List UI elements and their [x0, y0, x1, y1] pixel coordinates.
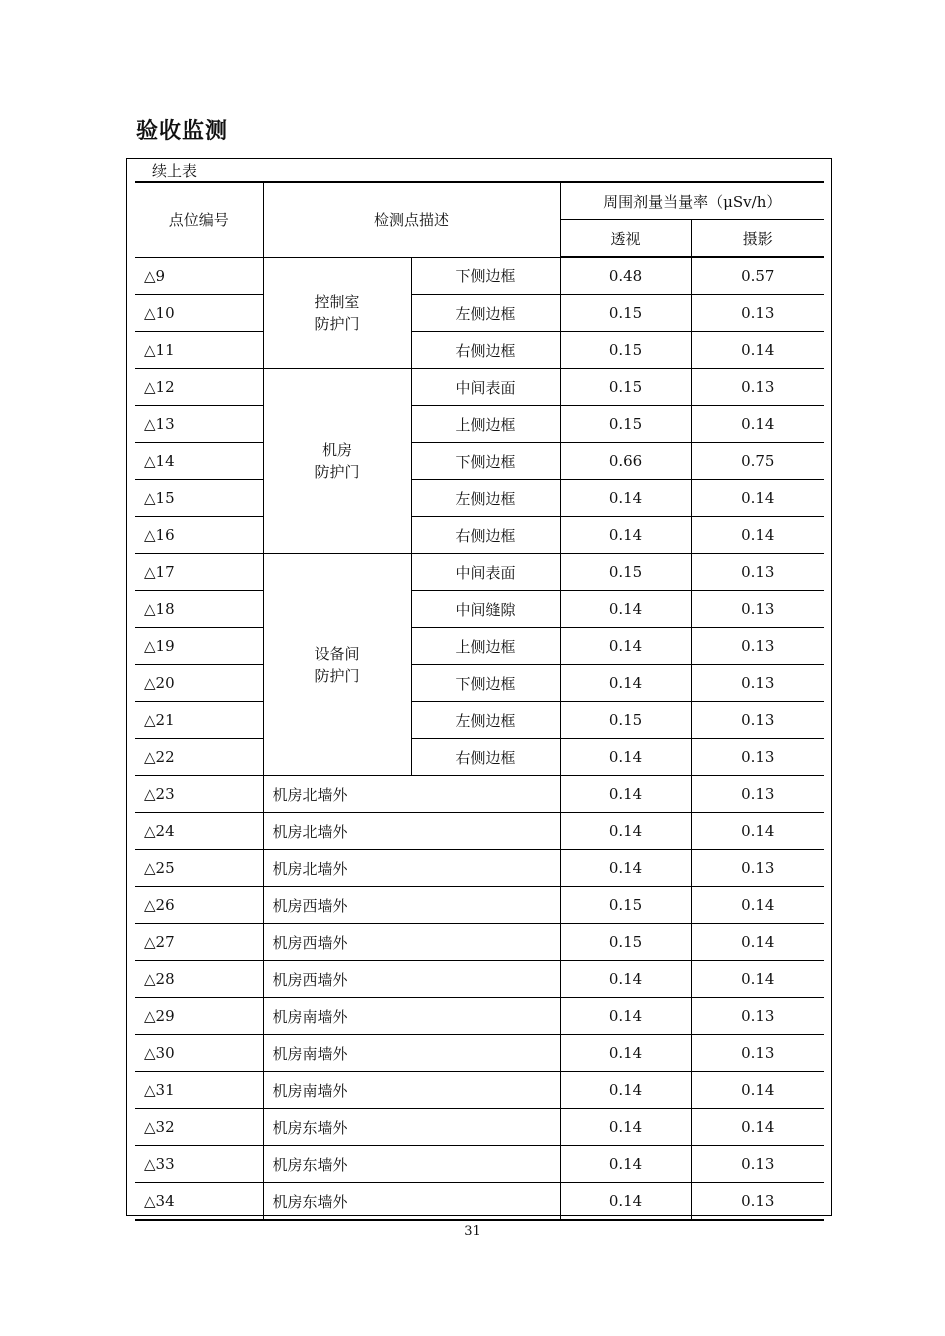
radiography-value: 0.14 — [691, 480, 824, 517]
table-row — [135, 480, 824, 517]
table-row — [135, 998, 824, 1035]
fluoroscopy-value: 0.14 — [560, 1109, 691, 1146]
measure-position: 中间表面 — [411, 554, 560, 591]
table-row — [135, 517, 824, 554]
radiography-value: 0.13 — [691, 739, 824, 776]
point-id: △27 — [135, 924, 263, 961]
point-id: △31 — [135, 1072, 263, 1109]
fluoroscopy-value: 0.14 — [560, 1183, 691, 1221]
radiography-value: 0.13 — [691, 1146, 824, 1183]
point-id: △28 — [135, 961, 263, 998]
fluoroscopy-value: 0.66 — [560, 443, 691, 480]
table-row — [135, 628, 824, 665]
point-id: △32 — [135, 1109, 263, 1146]
radiography-value: 0.13 — [691, 554, 824, 591]
group-name-line2: 防护门 — [314, 314, 360, 333]
section-heading: 验收监测 — [136, 119, 229, 144]
fluoroscopy-value: 0.15 — [560, 554, 691, 591]
measure-position: 右侧边框 — [411, 332, 560, 369]
fluoroscopy-value: 0.14 — [560, 813, 691, 850]
table-row — [135, 813, 824, 850]
table-row — [135, 406, 824, 443]
point-id: △13 — [135, 406, 263, 443]
measure-position: 右侧边框 — [411, 517, 560, 554]
header-fluoroscopy: 透视 — [560, 220, 691, 258]
radiography-value: 0.57 — [691, 257, 824, 295]
point-id: △11 — [135, 332, 263, 369]
measure-location: 机房南墙外 — [263, 1072, 560, 1109]
measure-location: 机房西墙外 — [263, 924, 560, 961]
radiography-value: 0.14 — [691, 961, 824, 998]
measure-position: 上侧边框 — [411, 406, 560, 443]
fluoroscopy-value: 0.14 — [560, 998, 691, 1035]
point-id: △21 — [135, 702, 263, 739]
radiography-value: 0.14 — [691, 517, 824, 554]
measure-position: 下侧边框 — [411, 443, 560, 480]
point-id: △23 — [135, 776, 263, 813]
fluoroscopy-value: 0.15 — [560, 295, 691, 332]
fluoroscopy-value: 0.15 — [560, 924, 691, 961]
table-row — [135, 1072, 824, 1109]
table-row — [135, 1035, 824, 1072]
table-row — [135, 776, 824, 813]
point-id: △20 — [135, 665, 263, 702]
table-row — [135, 295, 824, 332]
radiography-value: 0.13 — [691, 776, 824, 813]
point-id: △22 — [135, 739, 263, 776]
group-name-line2: 防护门 — [314, 666, 360, 685]
fluoroscopy-value: 0.15 — [560, 702, 691, 739]
measure-position: 中间表面 — [411, 369, 560, 406]
radiography-value: 0.13 — [691, 591, 824, 628]
radiography-value: 0.13 — [691, 369, 824, 406]
fluoroscopy-value: 0.15 — [560, 406, 691, 443]
table-row — [135, 369, 824, 406]
header-radiography: 摄影 — [691, 220, 824, 258]
radiography-value: 0.13 — [691, 702, 824, 739]
table-row — [135, 443, 824, 480]
point-id: △33 — [135, 1146, 263, 1183]
radiography-value: 0.13 — [691, 628, 824, 665]
group-name-line1: 控制室 — [314, 292, 360, 311]
radiography-value: 0.14 — [691, 332, 824, 369]
point-id: △34 — [135, 1183, 263, 1221]
measure-position: 下侧边框 — [411, 257, 560, 295]
measure-position: 中间缝隙 — [411, 591, 560, 628]
point-id: △24 — [135, 813, 263, 850]
fluoroscopy-value: 0.14 — [560, 1146, 691, 1183]
measure-location: 机房东墙外 — [263, 1183, 560, 1221]
point-id: △17 — [135, 554, 263, 591]
measure-location: 机房北墙外 — [263, 850, 560, 887]
fluoroscopy-value: 0.48 — [560, 257, 691, 295]
radiography-value: 0.13 — [691, 1183, 824, 1221]
table-row — [135, 554, 824, 591]
fluoroscopy-value: 0.14 — [560, 591, 691, 628]
measure-location: 机房东墙外 — [263, 1146, 560, 1183]
point-id: △19 — [135, 628, 263, 665]
fluoroscopy-value: 0.14 — [560, 776, 691, 813]
measure-position: 左侧边框 — [411, 702, 560, 739]
fluoroscopy-value: 0.14 — [560, 1035, 691, 1072]
group-name-line1: 设备间 — [314, 644, 360, 663]
point-id: △16 — [135, 517, 263, 554]
fluoroscopy-value: 0.14 — [560, 628, 691, 665]
table-row — [135, 1109, 824, 1146]
measure-position: 右侧边框 — [411, 739, 560, 776]
radiography-value: 0.13 — [691, 1035, 824, 1072]
page-number: 31 — [464, 1224, 481, 1239]
table-row — [135, 1146, 824, 1183]
fluoroscopy-value: 0.15 — [560, 332, 691, 369]
fluoroscopy-value: 0.14 — [560, 517, 691, 554]
fluoroscopy-value: 0.14 — [560, 850, 691, 887]
header-dose-rate: 周围剂量当量率（μSv/h） — [560, 182, 824, 220]
measure-location: 机房东墙外 — [263, 1109, 560, 1146]
measure-location: 机房北墙外 — [263, 776, 560, 813]
measure-position: 下侧边框 — [411, 665, 560, 702]
continued-label: 续上表 — [152, 162, 198, 180]
radiography-value: 0.75 — [691, 443, 824, 480]
group-name — [263, 554, 411, 776]
group-name-line1: 机房 — [321, 441, 352, 459]
table-row — [135, 961, 824, 998]
table-row — [135, 332, 824, 369]
measure-location: 机房南墙外 — [263, 1035, 560, 1072]
table-row — [135, 924, 824, 961]
fluoroscopy-value: 0.14 — [560, 1072, 691, 1109]
measure-position: 左侧边框 — [411, 480, 560, 517]
table-row — [135, 702, 824, 739]
point-id: △30 — [135, 1035, 263, 1072]
table-row — [135, 739, 824, 776]
point-id: △29 — [135, 998, 263, 1035]
table-row — [135, 1183, 824, 1221]
point-id: △25 — [135, 850, 263, 887]
group-name — [263, 369, 411, 554]
group-name-line2: 防护门 — [314, 463, 360, 481]
radiography-value: 0.13 — [691, 998, 824, 1035]
measure-location: 机房南墙外 — [263, 998, 560, 1035]
group-name — [263, 257, 411, 369]
point-id: △15 — [135, 480, 263, 517]
fluoroscopy-value: 0.14 — [560, 739, 691, 776]
point-id: △10 — [135, 295, 263, 332]
fluoroscopy-value: 0.15 — [560, 887, 691, 924]
measure-location: 机房西墙外 — [263, 887, 560, 924]
radiography-value: 0.13 — [691, 850, 824, 887]
point-id: △26 — [135, 887, 263, 924]
measure-position: 上侧边框 — [411, 628, 560, 665]
point-id: △9 — [135, 257, 263, 295]
measure-location: 机房西墙外 — [263, 961, 560, 998]
table-row — [135, 257, 824, 295]
fluoroscopy-value: 0.15 — [560, 369, 691, 406]
fluoroscopy-value: 0.14 — [560, 665, 691, 702]
radiography-value: 0.13 — [691, 665, 824, 702]
header-point-id: 点位编号 — [135, 182, 263, 257]
radiography-value: 0.14 — [691, 1072, 824, 1109]
radiography-value: 0.14 — [691, 887, 824, 924]
monitoring-table — [135, 181, 824, 1221]
radiography-value: 0.14 — [691, 406, 824, 443]
table-row — [135, 591, 824, 628]
fluoroscopy-value: 0.14 — [560, 480, 691, 517]
radiography-value: 0.14 — [691, 1109, 824, 1146]
measure-position: 左侧边框 — [411, 295, 560, 332]
header-description: 检测点描述 — [263, 182, 560, 257]
measure-location: 机房北墙外 — [263, 813, 560, 850]
table-row — [135, 887, 824, 924]
radiography-value: 0.14 — [691, 924, 824, 961]
fluoroscopy-value: 0.14 — [560, 961, 691, 998]
point-id: △18 — [135, 591, 263, 628]
radiography-value: 0.14 — [691, 813, 824, 850]
point-id: △12 — [135, 369, 263, 406]
table-row — [135, 665, 824, 702]
table-row — [135, 850, 824, 887]
radiography-value: 0.13 — [691, 295, 824, 332]
point-id: △14 — [135, 443, 263, 480]
